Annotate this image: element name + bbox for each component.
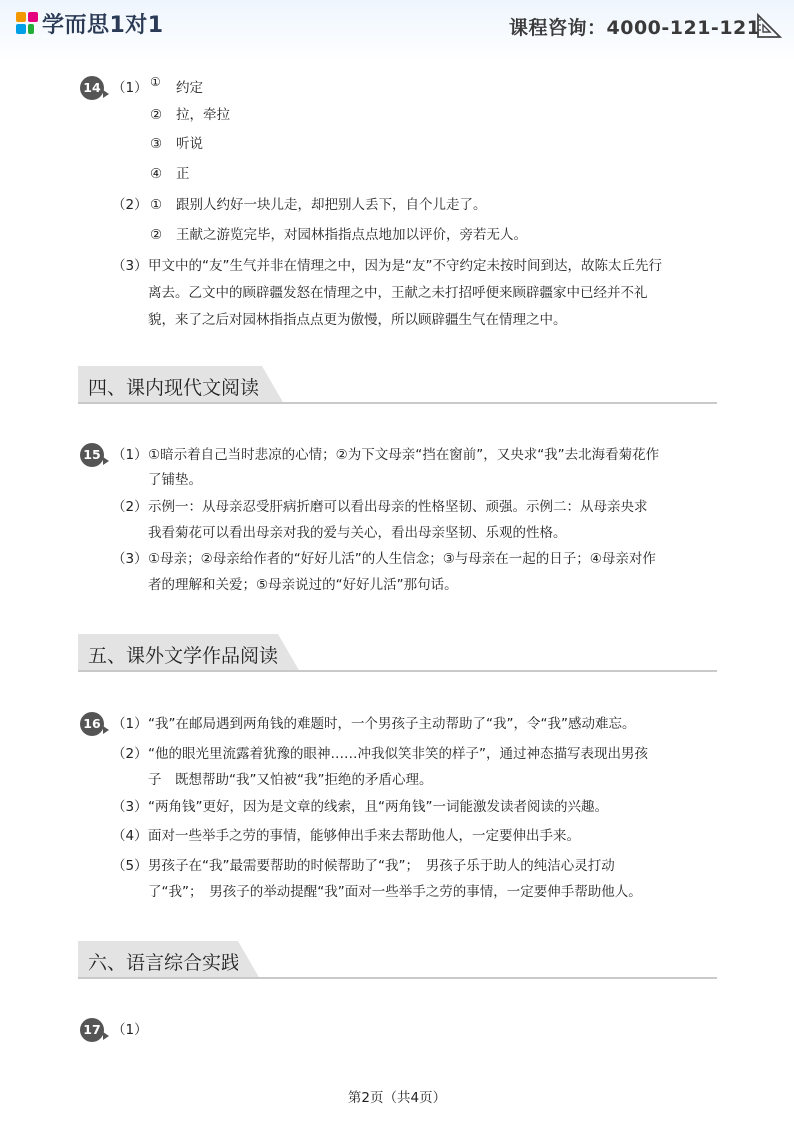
answer-line: 甲文中的“友”生气并非在情理之中，因为是“友”不守约定未按时间到达，故陈太丘先行 [148,258,662,274]
page-footer: 第2页（共4页） [347,1090,447,1106]
answer-line: “我”在邮局遇到两角钱的难题时，一个男孩子主动帮助了“我”，令“我”感动难忘。 [148,716,636,732]
question-number-14: 14 [80,76,104,100]
part-label: （1） [112,1022,148,1038]
answer-line: 了“我”； 男孩子的举动提醒“我”面对一些举手之劳的事情，一定要伸手帮助他人。 [148,884,642,900]
brand-name: 学而思1对1 [42,13,164,38]
item-mark: ② [150,227,163,243]
answer-text: 跟别人约好一块儿走，却把别人丢下，自个儿走了。 [176,197,487,213]
answer-line: 貌，来了之后对园林指指点点更为傲慢，所以顾辟疆生气在情理之中。 [148,312,567,328]
ruler-triangle-icon [755,12,783,40]
answer-text: 正 [176,166,190,182]
question-number-17: 17 [80,1018,104,1042]
answer-line: “他的眼光里流露着犹豫的眼神……冲我似笑非笑的样子”，通过神态描写表现出男孩 [148,746,648,762]
question-number-15: 15 [80,443,104,467]
item-mark: ① [150,75,161,89]
part-label: （2） [112,197,148,213]
part-label: （4） [112,828,148,844]
part-label: （3） [112,799,148,815]
part-label: （2） [112,499,148,515]
answer-line: 面对一些举手之劳的事情，能够伸出手来去帮助他人，一定要伸出手来。 [148,828,580,844]
section-header-4 [78,366,262,404]
answer-line: 了铺垫。 [148,472,202,488]
answer-text: 听说 [176,136,203,152]
answer-text: 王献之游览完毕，对园林指指点点地加以评价，旁若无人。 [176,227,527,243]
part-label: （1） [112,80,148,96]
part-label: （1） [112,447,148,463]
item-mark: ④ [150,166,163,182]
answer-line: ①母亲；②母亲给作者的“好好儿活”的人生信念；③与母亲在一起的日子；④母亲对作 [148,551,656,567]
answer-text: 拉，牵拉 [176,107,230,123]
part-label: （3） [112,551,148,567]
answer-line: ①暗示着自己当时悲凉的心情；②为下文母亲“挡在窗前”，又央求“我”去北海看菊花作 [148,447,660,463]
item-mark: ② [150,107,163,123]
answer-line: 男孩子在“我”最需要帮助的时候帮助了“我”； 男孩子乐于助人的纯洁心灵打动 [148,858,615,874]
section-header-6 [78,941,241,979]
answer-line: 我看菊花可以看出母亲对我的爱与关心，看出母亲坚韧、乐观的性格。 [148,525,567,541]
item-mark: ③ [150,136,163,152]
page-header [0,0,794,62]
xueersi-logo-icon [14,10,40,36]
section-title: 五、课外文学作品阅读 [88,645,279,667]
part-label: （1） [112,716,148,732]
section-divider [78,402,717,404]
section-divider [78,977,717,979]
section-title: 四、课内现代文阅读 [88,377,260,399]
answer-text: 约定 [176,80,203,96]
answer-line: “两角钱”更好，因为是文章的线索，且“两角钱”一词能激发读者阅读的兴趣。 [148,799,608,815]
answer-line: 者的理解和关爱；⑤母亲说过的“好好儿活”那句话。 [148,577,458,593]
part-label: （5） [112,858,148,874]
answer-line: 离去。乙文中的顾辟疆发怒在情理之中，王献之未打招呼便来顾辟疆家中已经并不礼 [148,285,648,301]
question-number-16: 16 [80,712,104,736]
part-label: （2） [112,746,148,762]
answer-line: 子 既想帮助“我”又怕被“我”拒绝的矛盾心理。 [148,772,433,788]
part-label: （3） [112,258,148,274]
section-divider [78,670,717,672]
section-title: 六、语言综合实践 [88,952,241,974]
section-header-5 [78,634,278,672]
answer-line: 示例一：从母亲忍受肝病折磨可以看出母亲的性格坚韧、顽强。示例二：从母亲央求 [148,499,648,515]
item-mark: ① [150,197,163,213]
hotline-text: 课程咨询：4000-121-121 [509,17,761,39]
